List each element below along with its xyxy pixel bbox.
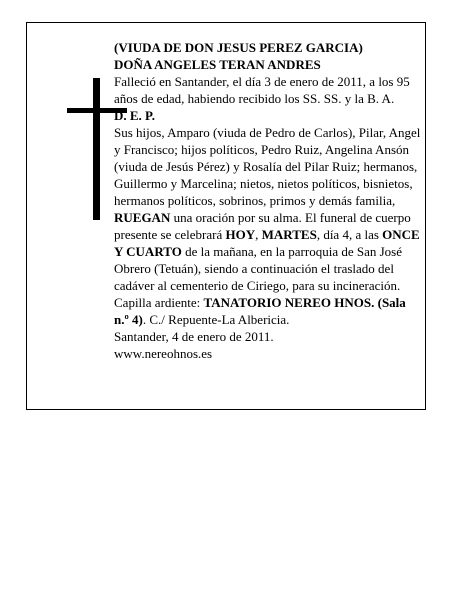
funeral-details [114, 209, 422, 328]
family-list: Sus hijos, Amparo (viuda de Pedro de Carlos), Pilar, Angel y Francisco; hijos políticos, Pedro Ruiz, Angelina Ansón (viuda de Jesús Pérez) y Rosalía del Pilar Ruiz; hermanos, Guillermo y Marcelina; nietos, nietos políticos, bisnietos, hermanos políticos, sobrinos, primos y demás familia, [114, 125, 421, 208]
funeral-text-1: una oración por su alma. El funeral de cuerpo presente se celebrará [114, 210, 411, 242]
cross-vertical-bar [93, 78, 100, 220]
hoy-text: HOY [225, 227, 256, 242]
notice-text [114, 39, 422, 362]
funeral-text-4: . C./ Repuente-La Albericia. [142, 312, 290, 327]
date-line: Santander, 4 de enero de 2011. [114, 329, 274, 344]
website-link[interactable]: www.nereohnos.es [114, 346, 213, 361]
widow-header: (VIUDA DE DON JESUS PEREZ GARCIA) [114, 40, 363, 55]
time-text: ONCE Y CUARTO [114, 227, 420, 259]
deceased-name: DOÑA ANGELES TERAN ANDRES [114, 57, 321, 72]
martes-text: MARTES [261, 227, 317, 242]
funeral-text-2: , día 4, a las [316, 227, 383, 242]
ruegan-text: RUEGAN [114, 210, 171, 225]
funeral-text-3: de la mañana, en la parroquia de San José Obrero (Tetuán), siendo a continuación el traslado del cadáver al cementerio de Ciriego, para su incineración. Capilla ardiente: [114, 244, 403, 310]
funeral-comma: , [255, 227, 262, 242]
death-announcement: Falleció en Santander, el día 3 de enero de 2011, a los 95 años de edad, habiendo recibido los SS. SS. y la B. A. [114, 74, 410, 106]
dep-line: D. E. P. [114, 108, 156, 123]
tanatorio-text: TANATORIO NEREO HNOS. (Sala n.º 4) [114, 295, 406, 327]
